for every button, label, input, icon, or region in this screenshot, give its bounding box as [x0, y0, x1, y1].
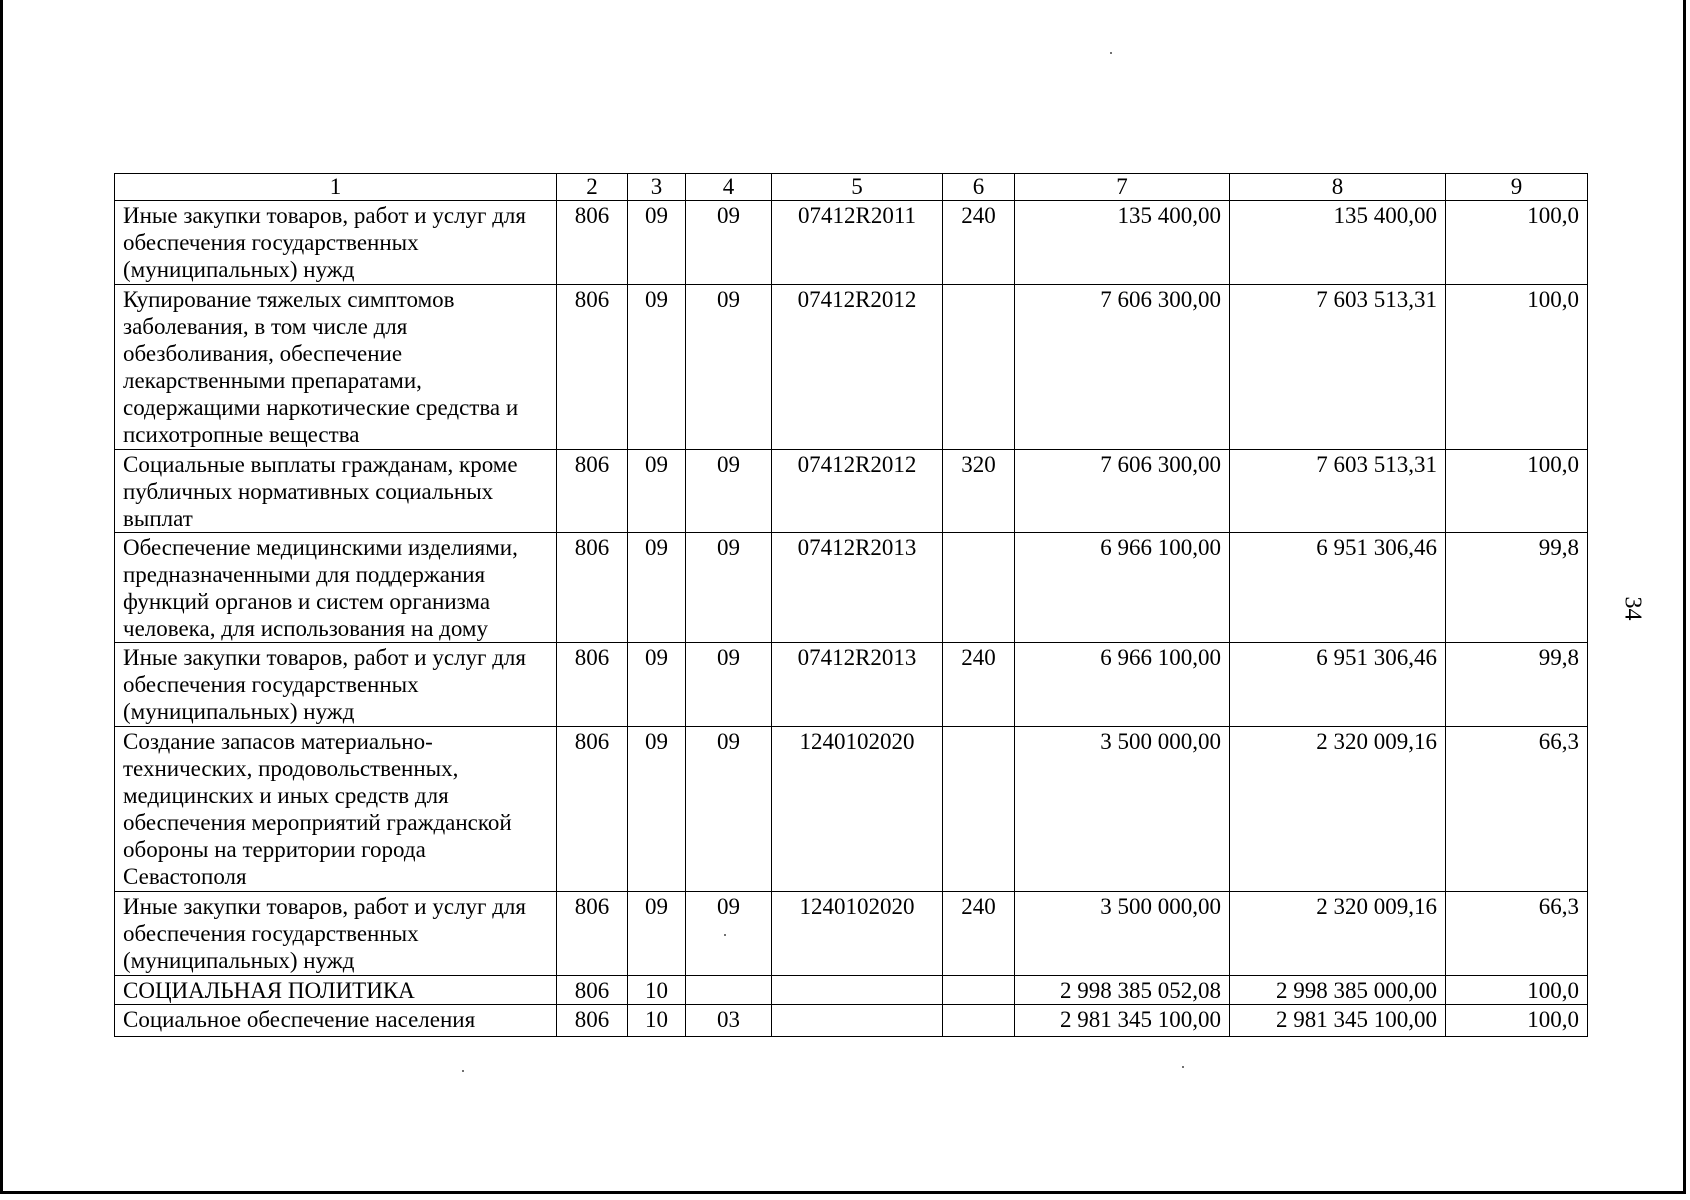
execution-percent-cell: 99,8 [1446, 643, 1588, 727]
planned-amount-cell: 6 966 100,00 [1015, 643, 1230, 727]
subsection-code-cell [686, 976, 772, 1005]
executed-amount-cell: 2 320 009,16 [1230, 727, 1446, 892]
header-cell-7: 7 [1015, 174, 1230, 201]
row-name-cell: Купирование тяжелых симптомов заболевания, в том числе для обезболивания, обеспечение лекарственными препаратами, содержащими наркотические средства и психотропные вещества [115, 285, 557, 450]
executed-amount-cell: 2 981 345 100,00 [1230, 1005, 1446, 1037]
subsection-code-cell: 09 [686, 892, 772, 976]
chapter-code-cell: 806 [557, 1005, 628, 1037]
header-row [115, 174, 1588, 201]
section-code-cell: 09 [628, 450, 686, 533]
row-name-cell: Социальные выплаты гражданам, кроме публичных нормативных социальных выплат [115, 450, 557, 533]
section-code-cell: 09 [628, 285, 686, 450]
subsection-code-cell: 09 [686, 285, 772, 450]
target-article-cell [772, 1005, 943, 1037]
scan-speck [1182, 1066, 1184, 1068]
executed-amount-cell: 2 998 385 000,00 [1230, 976, 1446, 1005]
section-code-cell: 09 [628, 533, 686, 643]
subsection-code-cell: 03 [686, 1005, 772, 1037]
target-article-cell: 07412R2011 [772, 201, 943, 285]
section-code-cell: 09 [628, 643, 686, 727]
subsection-code-cell: 09 [686, 643, 772, 727]
executed-amount-cell: 2 320 009,16 [1230, 892, 1446, 976]
header-cell-4: 4 [686, 174, 772, 201]
table-row [115, 892, 1588, 976]
header-cell-5: 5 [772, 174, 943, 201]
executed-amount-cell: 135 400,00 [1230, 201, 1446, 285]
subsection-code-cell: 09 [686, 533, 772, 643]
execution-percent-cell: 100,0 [1446, 201, 1588, 285]
chapter-code-cell: 806 [557, 450, 628, 533]
planned-amount-cell: 3 500 000,00 [1015, 727, 1230, 892]
row-name-cell: Иные закупки товаров, работ и услуг для обеспечения государственных (муниципальных) нужд [115, 201, 557, 285]
table-row [115, 643, 1588, 727]
planned-amount-cell: 2 981 345 100,00 [1015, 1005, 1230, 1037]
executed-amount-cell: 6 951 306,46 [1230, 643, 1446, 727]
table-row [115, 976, 1588, 1005]
section-code-cell: 09 [628, 201, 686, 285]
table-row [115, 450, 1588, 533]
expense-type-cell [943, 1005, 1015, 1037]
expense-type-cell: 320 [943, 450, 1015, 533]
page-number: 34 [1619, 596, 1646, 621]
planned-amount-cell: 7 606 300,00 [1015, 285, 1230, 450]
section-code-cell: 10 [628, 976, 686, 1005]
expense-type-cell [943, 727, 1015, 892]
expense-type-cell [943, 976, 1015, 1005]
target-article-cell: 1240102020 [772, 727, 943, 892]
executed-amount-cell: 7 603 513,31 [1230, 285, 1446, 450]
executed-amount-cell: 6 951 306,46 [1230, 533, 1446, 643]
scan-speck [724, 934, 726, 936]
header-cell-6: 6 [943, 174, 1015, 201]
planned-amount-cell: 7 606 300,00 [1015, 450, 1230, 533]
planned-amount-cell: 2 998 385 052,08 [1015, 976, 1230, 1005]
expense-type-cell: 240 [943, 892, 1015, 976]
section-code-cell: 09 [628, 727, 686, 892]
expense-type-cell [943, 533, 1015, 643]
row-name-cell: Иные закупки товаров, работ и услуг для обеспечения государственных (муниципальных) нужд [115, 643, 557, 727]
execution-percent-cell: 100,0 [1446, 450, 1588, 533]
expense-type-cell: 240 [943, 201, 1015, 285]
chapter-code-cell: 806 [557, 533, 628, 643]
target-article-cell [772, 976, 943, 1005]
chapter-code-cell: 806 [557, 727, 628, 892]
row-name-cell: Создание запасов материально-технических, продовольственных, медицинских и иных средств для обеспечения мероприятий гражданской обороны на территории города Севастополя [115, 727, 557, 892]
header-cell-1: 1 [115, 174, 557, 201]
target-article-cell: 07412R2012 [772, 285, 943, 450]
execution-percent-cell: 100,0 [1446, 1005, 1588, 1037]
executed-amount-cell: 7 603 513,31 [1230, 450, 1446, 533]
table-row [115, 201, 1588, 285]
chapter-code-cell: 806 [557, 201, 628, 285]
target-article-cell: 1240102020 [772, 892, 943, 976]
header-cell-9: 9 [1446, 174, 1588, 201]
execution-percent-cell: 66,3 [1446, 727, 1588, 892]
chapter-code-cell: 806 [557, 643, 628, 727]
expense-type-cell [943, 285, 1015, 450]
header-cell-3: 3 [628, 174, 686, 201]
planned-amount-cell: 3 500 000,00 [1015, 892, 1230, 976]
row-name-cell: СОЦИАЛЬНАЯ ПОЛИТИКА [115, 976, 557, 1005]
subsection-code-cell: 09 [686, 450, 772, 533]
header-cell-8: 8 [1230, 174, 1446, 201]
target-article-cell: 07412R2012 [772, 450, 943, 533]
subsection-code-cell: 09 [686, 201, 772, 285]
execution-percent-cell: 66,3 [1446, 892, 1588, 976]
subsection-code-cell: 09 [686, 727, 772, 892]
row-name-cell: Обеспечение медицинскими изделиями, предназначенными для поддержания функций органов и систем организма человека, для использования на дому [115, 533, 557, 643]
table-row [115, 1005, 1588, 1037]
chapter-code-cell: 806 [557, 892, 628, 976]
table-row [115, 727, 1588, 892]
scan-speck [462, 1070, 464, 1072]
execution-percent-cell: 100,0 [1446, 976, 1588, 1005]
header-cell-2: 2 [557, 174, 628, 201]
target-article-cell: 07412R2013 [772, 643, 943, 727]
scan-speck [1110, 52, 1112, 54]
row-name-cell: Социальное обеспечение населения [115, 1005, 557, 1037]
chapter-code-cell: 806 [557, 285, 628, 450]
table-row [115, 533, 1588, 643]
execution-percent-cell: 99,8 [1446, 533, 1588, 643]
planned-amount-cell: 135 400,00 [1015, 201, 1230, 285]
section-code-cell: 09 [628, 892, 686, 976]
row-name-cell: Иные закупки товаров, работ и услуг для обеспечения государственных (муниципальных) нужд [115, 892, 557, 976]
section-code-cell: 10 [628, 1005, 686, 1037]
budget-table [114, 173, 1588, 1037]
target-article-cell: 07412R2013 [772, 533, 943, 643]
chapter-code-cell: 806 [557, 976, 628, 1005]
execution-percent-cell: 100,0 [1446, 285, 1588, 450]
expense-type-cell: 240 [943, 643, 1015, 727]
table-row [115, 285, 1588, 450]
planned-amount-cell: 6 966 100,00 [1015, 533, 1230, 643]
